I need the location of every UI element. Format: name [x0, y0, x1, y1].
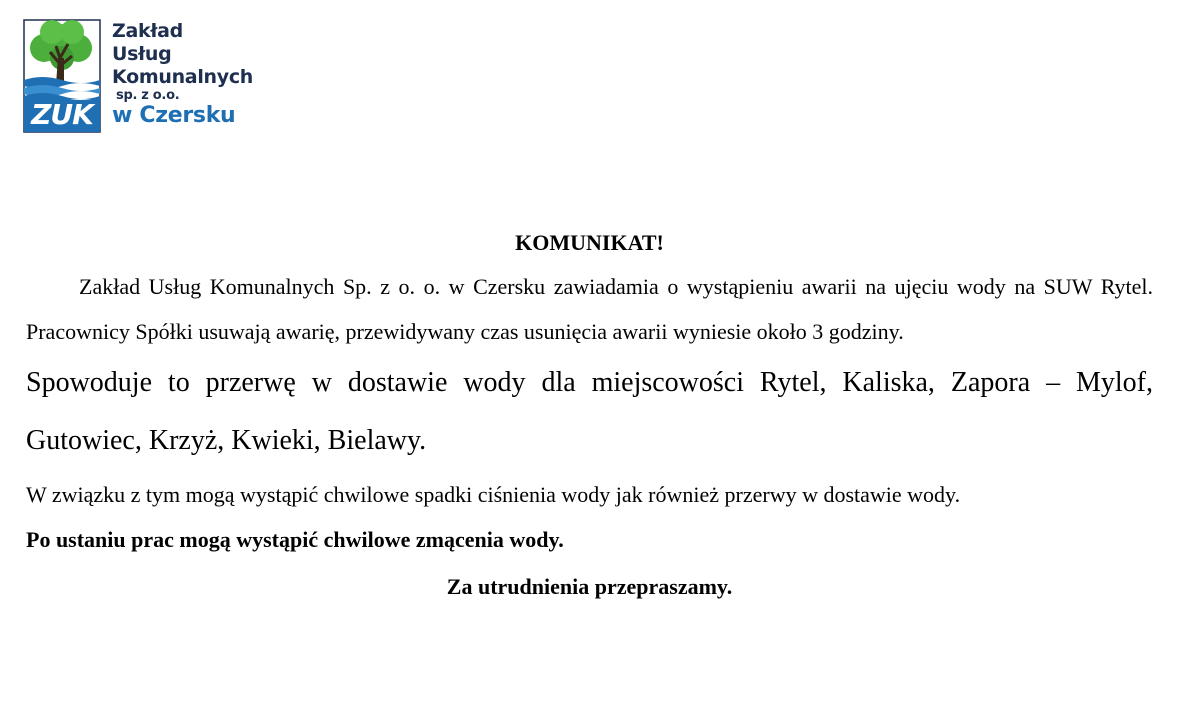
notice-paragraph-2: Spowoduje to przerwę w dostawie wody dla miejscowości Rytel, Kaliska, Zapora – Mylof, Gutowiec, Krzyż, Kwieki, Bielawy.: [26, 367, 1153, 456]
notice-paragraph-4: Po ustaniu prac mogą wystąpić chwilowe zmącenia wody.: [26, 527, 564, 552]
logo-line-2: Usług: [112, 43, 172, 65]
logo-line-4: sp. z o.o.: [116, 88, 180, 103]
notice-paragraph-1: Zakład Usług Komunalnych Sp. z o. o. w Czersku zawiadamia o wystąpieniu awarii na ujęciu wody na SUW Rytel. Pracownicy Spółki usuwają awarię, przewidywany czas usunięcia awarii wyniesie około 3 godziny.: [26, 274, 1153, 344]
logo-line-5: w Czersku: [112, 103, 236, 128]
company-logo: [22, 18, 282, 136]
logo-text: [112, 20, 253, 129]
logo-line-1: Zakład: [112, 20, 183, 42]
notice-document: [26, 222, 1153, 612]
logo-abbreviation: ZUK: [31, 98, 93, 131]
notice-closing: Za utrudnienia przepraszamy.: [446, 574, 733, 599]
notice-title: KOMUNIKAT!: [515, 230, 664, 255]
logo-line-3: Komunalnych: [112, 66, 254, 88]
notice-paragraph-3: W związku z tym mogą wystąpić chwilowe spadki ciśnienia wody jak również przerwy w dostawie wody.: [26, 482, 961, 507]
